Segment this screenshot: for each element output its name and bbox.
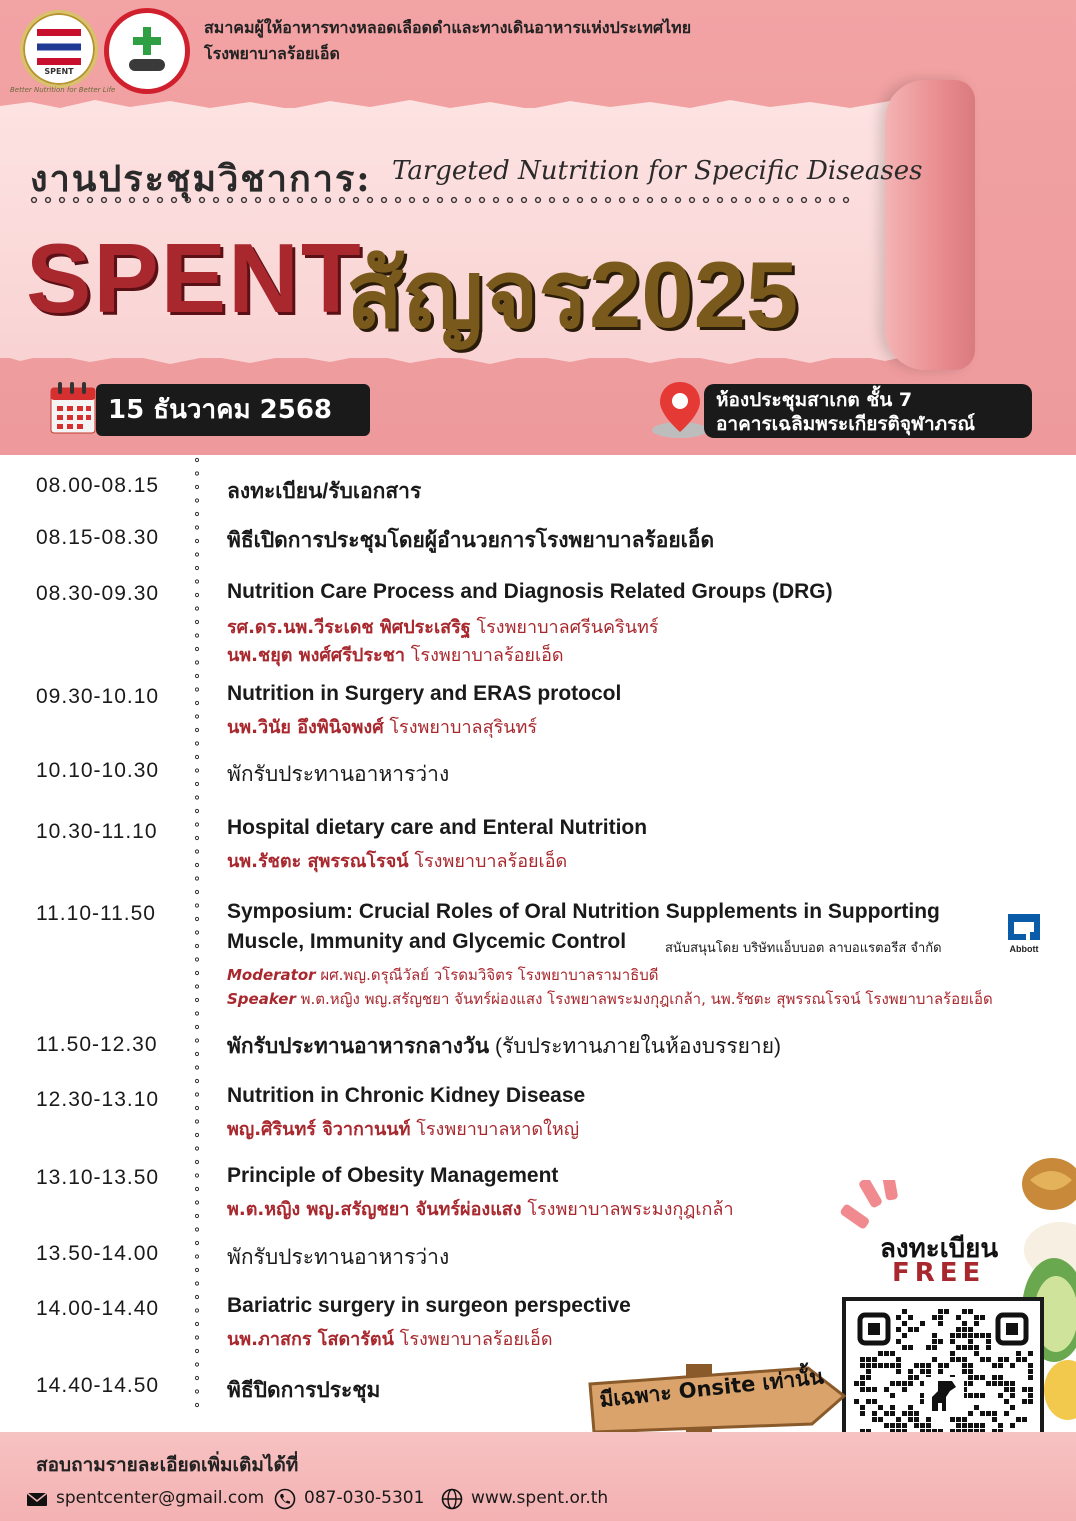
moderator-name: ผศ.พญ.ดรุณีวัลย์ วโรดมวิจิตร โรงพยาบาลรามาธิบดี [320,966,659,984]
hospital-name: โรงพยาบาลร้อยเอ็ด [204,44,340,63]
speaker-name: นพ.รัชตะ สุพรรณโรจน์ [227,851,409,872]
schedule-title: Nutrition in Surgery and ERAS protocol [227,682,622,705]
schedule-time: 13.10-13.50 [36,1166,160,1189]
roi-et-hospital-logo [104,8,190,94]
speaker-affiliation: โรงพยาบาลพระมงกุฎเกล้า [527,1199,734,1220]
schedule-title [227,1030,781,1063]
title-sanjon-2025: สัญจร2025 [346,242,799,347]
contact-phone[interactable]: 087-030-5301 [304,1488,425,1508]
paper-curl [885,80,975,370]
schedule-title: Hospital dietary care and Enteral Nutrition [227,816,648,839]
spent-logo-text: SPENT [44,67,74,76]
conference-label: งานประชุมวิชาการ: [30,158,372,200]
schedule-title: Nutrition Care Process and Diagnosis Related Groups (DRG) [227,580,833,603]
schedule-title: ลงทะเบียน/รับเอกสาร [227,480,422,503]
timeline-dots [195,456,199,1410]
speaker-label: Speaker [227,990,296,1008]
phone-icon [274,1488,296,1510]
title-spent: SPENT [26,223,363,333]
speaker-affiliation: โรงพยาบาลร้อยเอ็ด [410,645,564,666]
schedule-title: Symposium: Crucial Roles of Oral Nutrition Supplements in Supporting [227,900,940,923]
speaker-line [227,1114,579,1143]
schedule-time: 14.00-14.40 [36,1297,160,1320]
thai-flag-emblem [37,29,81,65]
speaker-line [227,1324,553,1353]
speaker-name: นพ.ชยุต พงศ์ศรีประชา [227,645,405,666]
speaker-name: นพ.ภาสกร โสดารัตน์ [227,1329,394,1350]
register-free-label: FREE [892,1258,986,1288]
schedule-time: 14.40-14.50 [36,1374,160,1397]
speaker-affiliation: โรงพยาบาลศรีนครินทร์ [476,617,659,638]
speaker-name: พ.ต.หญิง พญ.สรัญชยา จันทร์ผ่องแสง [227,1199,522,1220]
venue-box [704,384,1032,438]
schedule-time: 11.10-11.50 [36,902,156,925]
schedule-time: 10.30-11.10 [36,820,158,843]
footer-title: สอบถามรายละเอียดเพิ่มเติมได้ที่ [36,1454,299,1476]
abbott-wordmark: Abbott [1009,944,1039,954]
dotted-divider [30,196,860,204]
speaker-names: พ.ต.หญิง พญ.สรัญชยา จันทร์ผ่องแสง โรงพยาลพระมงกุฎเกล้า, นพ.รัชตะ สุพรรณโรจน์ โรงพยาบาลร้อยเอ็ด [300,990,993,1008]
speaker-name: พญ.ศิรินทร์ จิวากานนท์ [227,1119,411,1140]
schedule-time: 11.50-12.30 [36,1033,158,1056]
speaker-name: นพ.วินัย อึงพินิจพงศ์ [227,717,384,738]
onsite-only-text: มีเฉพาะ Onsite เท่านั้น [598,1364,825,1412]
abbott-logo [1004,910,1044,954]
speaker-line [227,1194,734,1223]
schedule-title: พิธีปิดการประชุม [227,1379,381,1402]
contact-website[interactable]: www.spent.or.th [471,1488,609,1508]
moderator-line [227,963,659,987]
schedule-time: 12.30-13.10 [36,1088,160,1111]
location-pin-icon [650,378,712,440]
spent-tagline: Better Nutrition for Better Life [10,86,116,94]
speaker-line [227,712,537,741]
speaker-name: รศ.ดร.นพ.วีระเดช พิศประเสริฐ [227,617,471,638]
spent-logo [20,10,98,88]
moderator-label: Moderator [227,966,316,984]
schedule-title: พักรับประทานอาหารว่าง [227,1246,450,1269]
conference-subtitle: Targeted Nutrition for Specific Diseases [392,156,923,186]
schedule-time: 08.00-08.15 [36,474,160,497]
schedule-time: 08.30-09.30 [36,582,160,605]
schedule-title: Nutrition in Chronic Kidney Disease [227,1084,586,1107]
speaker-affiliation: โรงพยาบาลร้อยเอ็ด [414,851,568,872]
schedule-title: พักรับประทานอาหารว่าง [227,763,450,786]
speaker-line [227,987,993,1011]
handshake-icon [129,59,165,71]
globe-icon [441,1488,463,1510]
speaker-line [227,846,567,875]
green-cross-icon [133,27,161,55]
org-name: สมาคมผู้ให้อาหารทางหลอดเลือดดำและทางเดินอาหารแห่งประเทศไทย [204,18,692,37]
schedule-title: Bariatric surgery in surgeon perspective [227,1294,631,1317]
venue-building: อาคารเฉลิมพระเกียรติจุฬาภรณ์ [716,413,976,435]
speaker-affiliation: โรงพยาบาลร้อยเอ็ด [399,1329,553,1350]
schedule-time: 10.10-10.30 [36,759,160,782]
sponsor-text: สนับสนุนโดย บริษัทแอ็บบอต ลาบอแรตอรีส จำกัด [665,941,942,956]
schedule-title-line2: Muscle, Immunity and Glycemic Control [227,930,627,953]
schedule-time: 08.15-08.30 [36,526,160,549]
schedule-time: 09.30-10.10 [36,685,160,708]
event-date: 15 ธันวาคม 2568 [96,384,370,436]
schedule-title: Principle of Obesity Management [227,1164,559,1187]
register-label: ลงทะเบียน [880,1234,999,1264]
schedule-time: 13.50-14.00 [36,1242,160,1265]
speaker-affiliation: โรงพยาบาลหาดใหญ่ [416,1119,580,1140]
speaker-line [227,640,564,669]
speaker-affiliation: โรงพยาบาลสุรินทร์ [389,717,538,738]
contact-email[interactable]: spentcenter@gmail.com [56,1488,265,1508]
schedule-title: พิธีเปิดการประชุมโดยผู้อำนวยการโรงพยาบาลร้อยเอ็ด [227,529,715,552]
venue-room: ห้องประชุมสาเกต ชั้น 7 [716,389,913,411]
lunch-title: พักรับประทานอาหารกลางวัน [227,1035,490,1058]
calendar-icon [50,382,96,434]
speaker-line [227,612,659,641]
lunch-note: (รับประทานภายในห้องบรรยาย) [495,1035,782,1058]
email-icon [26,1488,48,1510]
